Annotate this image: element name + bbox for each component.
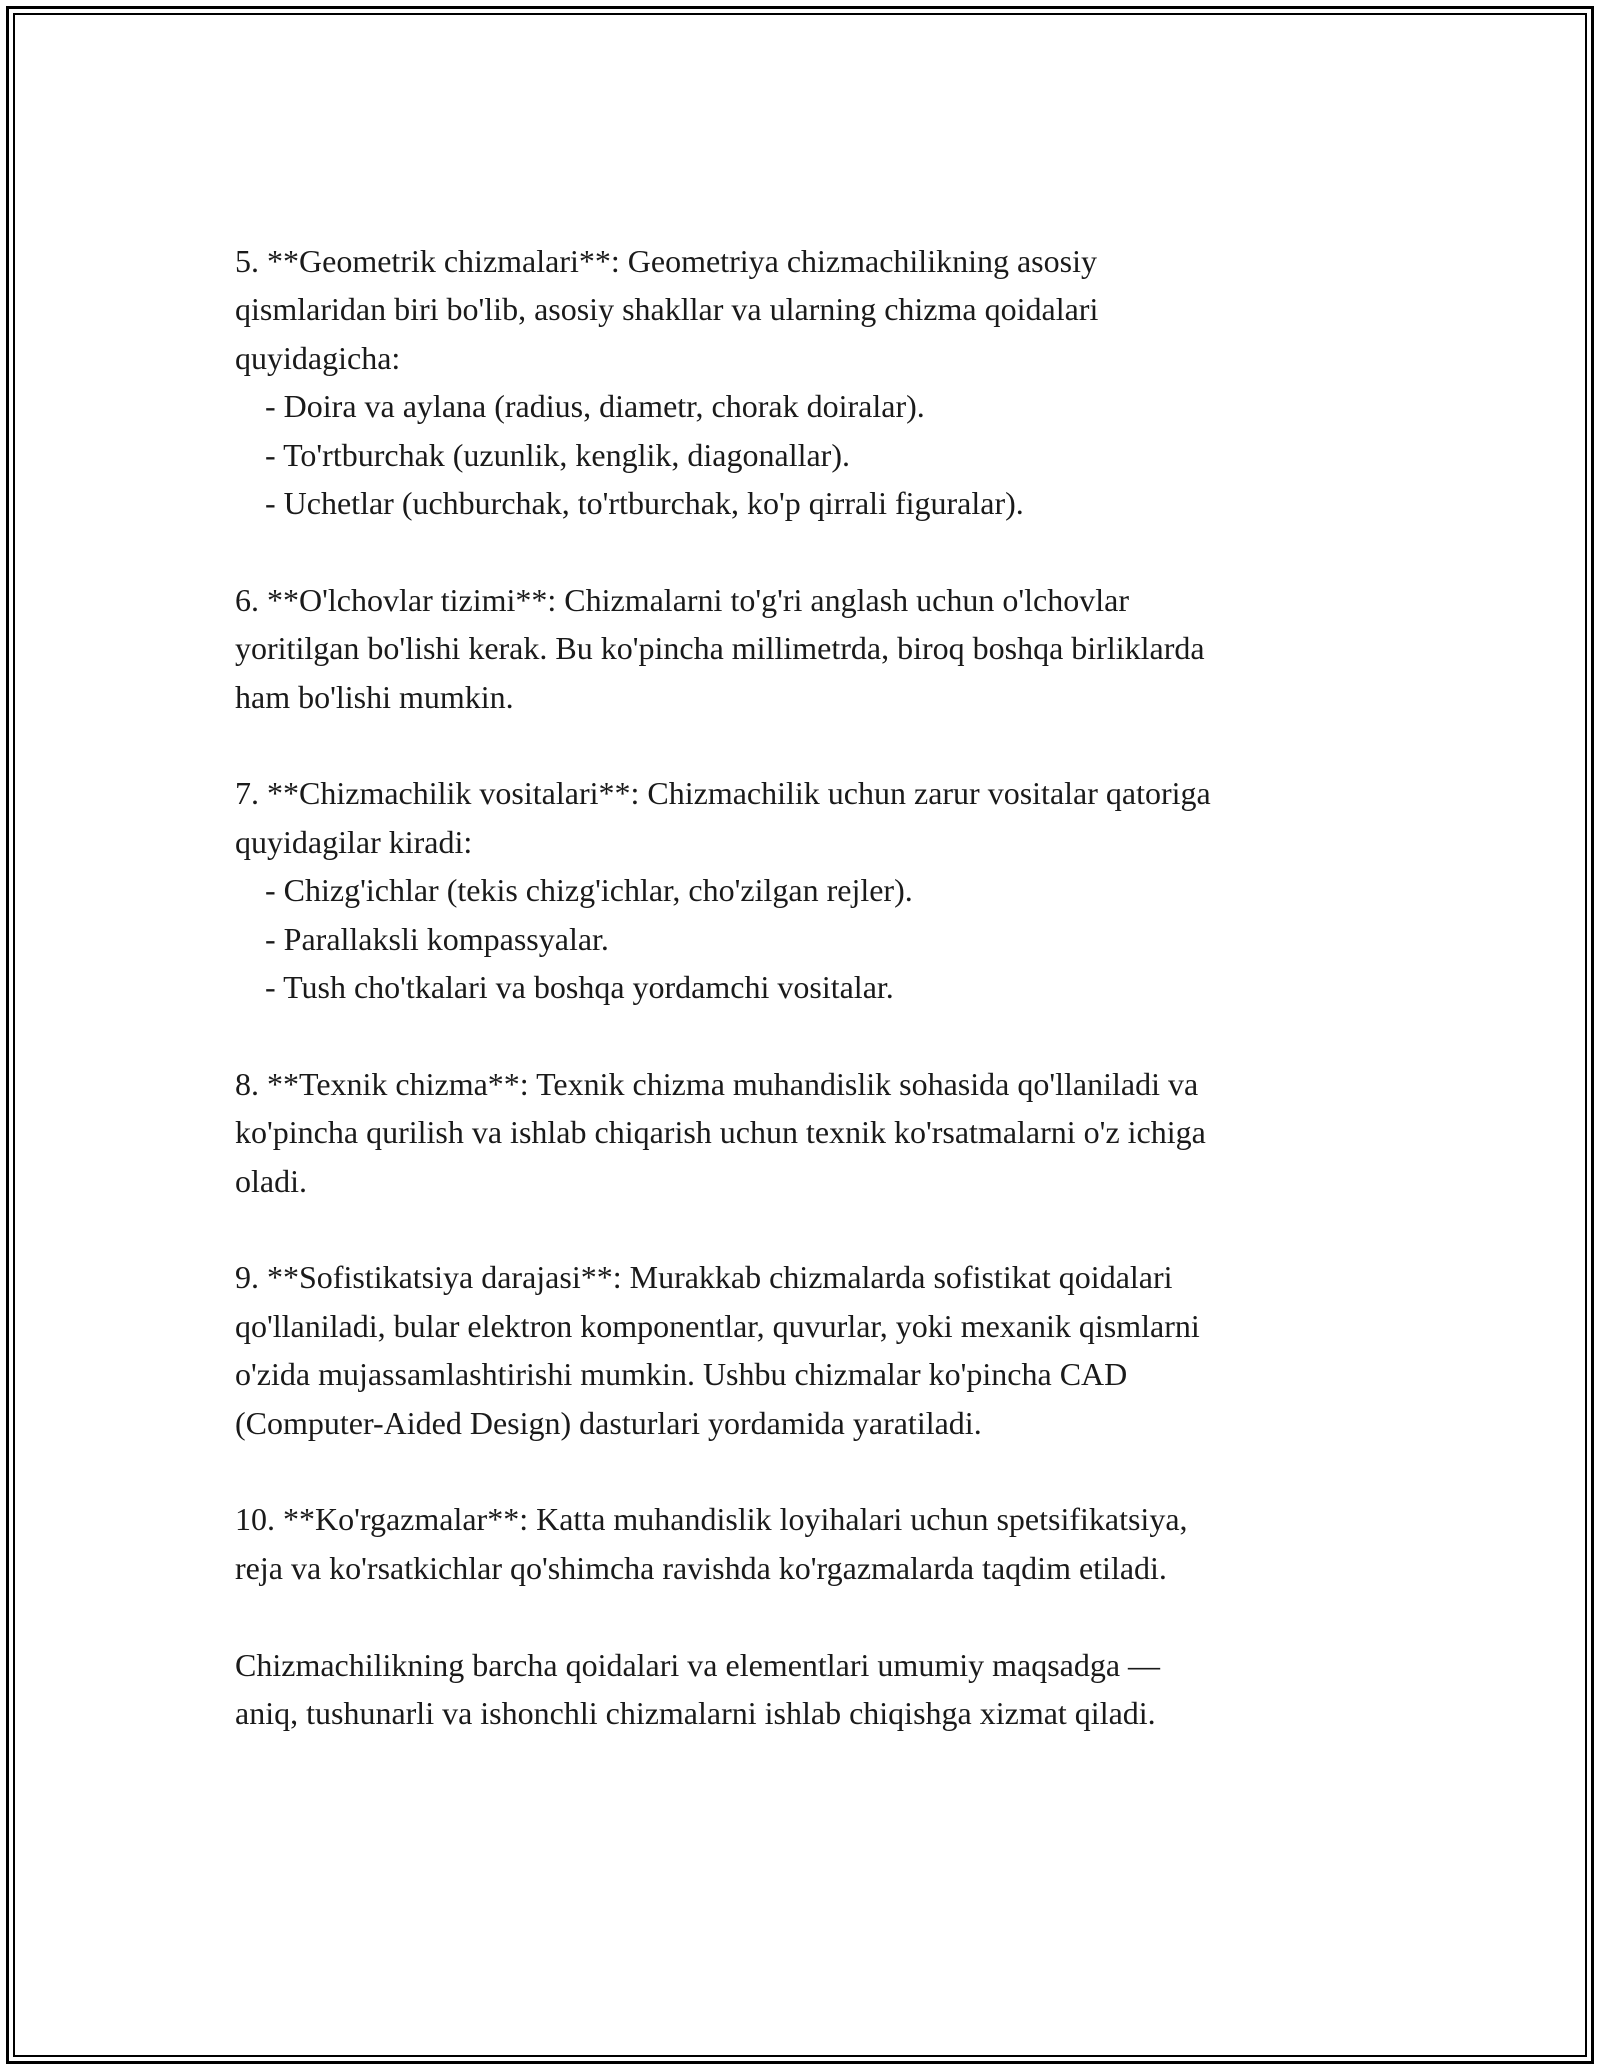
paragraph-line: aniq, tushunarli va ishonchli chizmalarni ishlab chiqishga xizmat qiladi. bbox=[235, 1695, 1156, 1732]
paragraph-line: quyidagilar kiradi: bbox=[235, 823, 473, 860]
list-item: - Tush cho'tkalari va boshqa yordamchi vositalar. bbox=[265, 969, 894, 1006]
paragraph-line: ko'pincha qurilish va ishlab chiqarish uchun texnik ko'rsatmalarni o'z ichiga bbox=[235, 1114, 1206, 1151]
section-exhibitions bbox=[235, 1495, 1395, 1592]
section-conclusion bbox=[235, 1641, 1395, 1738]
section-technical-drawing bbox=[235, 1060, 1395, 1205]
paragraph-line: o'zida mujassamlashtirishi mumkin. Ushbu chizmalar ko'pincha CAD bbox=[235, 1356, 1128, 1393]
list-item: - Uchetlar (uchburchak, to'rtburchak, ko'p qirrali figuralar). bbox=[265, 485, 1024, 522]
section-measurement-system bbox=[235, 576, 1395, 721]
paragraph-line: ham bo'lishi mumkin. bbox=[235, 678, 514, 715]
list-item: - To'rtburchak (uzunlik, kenglik, diagonallar). bbox=[265, 436, 850, 473]
paragraph-line: 10. **Ko'rgazmalar**: Katta muhandislik loyihalari uchun spetsifikatsiya, bbox=[235, 1501, 1188, 1538]
paragraph-line: 6. **O'lchovlar tizimi**: Chizmalarni to'g'ri anglash uchun o'lchovlar bbox=[235, 581, 1129, 618]
paragraph-line: Chizmachilikning barcha qoidalari va elementlari umumiy maqsadga — bbox=[235, 1646, 1161, 1683]
document-body bbox=[235, 237, 1395, 1786]
paragraph-line: oladi. bbox=[235, 1162, 307, 1199]
section-drawing-tools bbox=[235, 769, 1395, 1011]
section-geometric-drawings bbox=[235, 237, 1395, 527]
paragraph-line: 8. **Texnik chizma**: Texnik chizma muhandislik sohasida qo'llaniladi va bbox=[235, 1065, 1199, 1102]
paragraph-line: reja va ko'rsatkichlar qo'shimcha ravishda ko'rgazmalarda taqdim etiladi. bbox=[235, 1549, 1167, 1586]
section-sophistication-level bbox=[235, 1253, 1395, 1447]
paragraph-line: yoritilgan bo'lishi kerak. Bu ko'pincha millimetrda, biroq boshqa birliklarda bbox=[235, 630, 1205, 667]
list-item: - Chizg'ichlar (tekis chizg'ichlar, cho'zilgan rejler). bbox=[265, 872, 913, 909]
paragraph-line: 9. **Sofistikatsiya darajasi**: Murakkab chizmalarda sofistikat qoidalari bbox=[235, 1259, 1173, 1296]
list-item: - Doira va aylana (radius, diametr, chorak doiralar). bbox=[265, 388, 925, 425]
list-item: - Parallaksli kompassyalar. bbox=[265, 920, 609, 957]
paragraph-line: (Computer-Aided Design) dasturlari yordamida yaratiladi. bbox=[235, 1404, 982, 1441]
paragraph-line: 5. **Geometrik chizmalari**: Geometriya chizmachilikning asosiy bbox=[235, 243, 1097, 279]
paragraph-line: quyidagicha: bbox=[235, 339, 401, 376]
paragraph-line: qo'llaniladi, bular elektron komponentlar, quvurlar, yoki mexanik qismlarni bbox=[235, 1307, 1200, 1344]
paragraph-line: 7. **Chizmachilik vositalari**: Chizmachilik uchun zarur vositalar qatoriga bbox=[235, 775, 1211, 812]
paragraph-line: qismlaridan biri bo'lib, asosiy shakllar va ularning chizma qoidalari bbox=[235, 291, 1099, 328]
